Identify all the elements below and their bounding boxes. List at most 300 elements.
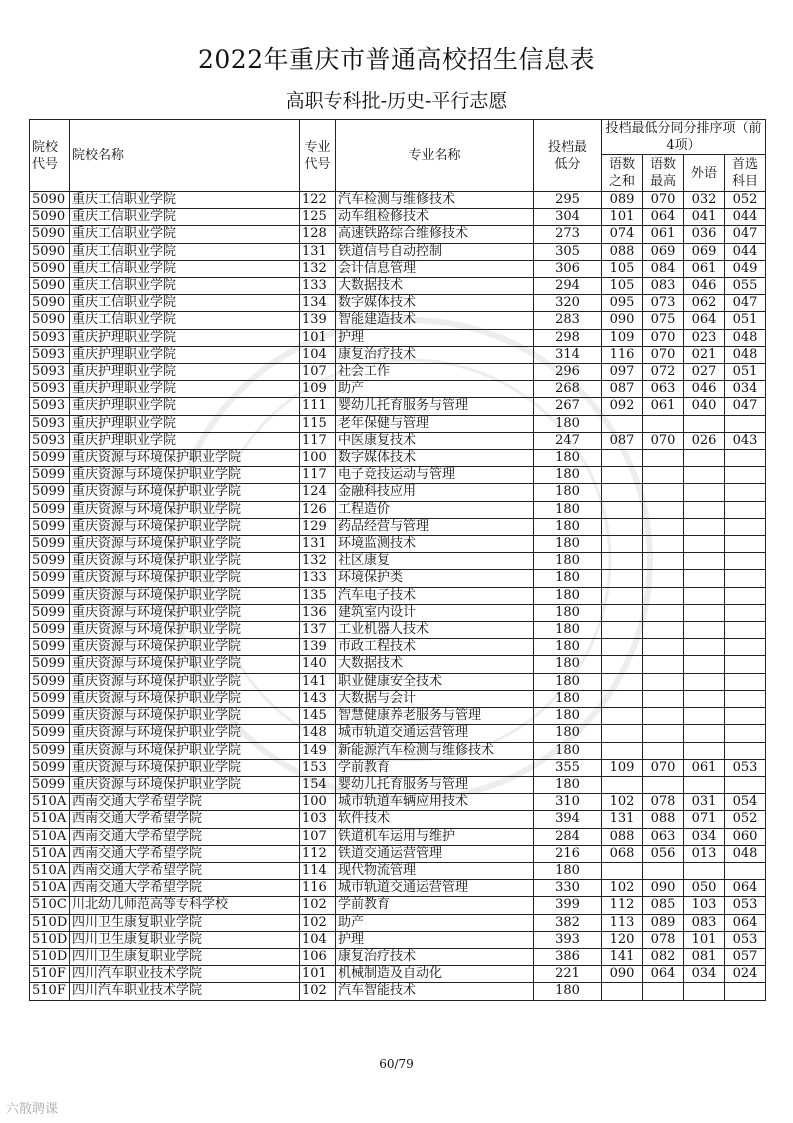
cell-school-code: 5090 bbox=[30, 312, 70, 329]
cell-min-score: 355 bbox=[534, 759, 602, 776]
cell-school-name: 四川卫生康复职业学院 bbox=[70, 948, 300, 965]
cell-major-name: 环境保护类 bbox=[336, 570, 534, 587]
page-subtitle: 高职专科批-历史-平行志愿 bbox=[285, 90, 508, 112]
cell-tie-4: 051 bbox=[725, 312, 766, 329]
cell-major-code: 100 bbox=[300, 450, 336, 467]
cell-tie-1 bbox=[602, 622, 643, 639]
cell-min-score: 180 bbox=[534, 673, 602, 690]
cell-tie-1: 116 bbox=[602, 346, 643, 363]
table-row bbox=[30, 536, 766, 553]
cell-tie-4: 047 bbox=[725, 398, 766, 415]
cell-school-name: 重庆资源与环境保护职业学院 bbox=[70, 656, 300, 673]
cell-min-score: 180 bbox=[534, 639, 602, 656]
cell-tie-3: 031 bbox=[684, 794, 725, 811]
table-row bbox=[30, 966, 766, 983]
cell-min-score: 268 bbox=[534, 381, 602, 398]
cell-major-name: 婴幼儿托育服务与管理 bbox=[336, 776, 534, 793]
cell-major-code: 106 bbox=[300, 948, 336, 965]
cell-school-code: 5090 bbox=[30, 295, 70, 312]
cell-tie-1 bbox=[602, 450, 643, 467]
cell-tie-3: 062 bbox=[684, 295, 725, 312]
cell-major-code: 128 bbox=[300, 226, 336, 243]
cell-tie-4 bbox=[725, 708, 766, 725]
cell-min-score: 180 bbox=[534, 690, 602, 707]
cell-tie-2 bbox=[643, 587, 684, 604]
cell-school-name: 重庆工信职业学院 bbox=[70, 243, 300, 260]
cell-major-code: 125 bbox=[300, 209, 336, 226]
cell-tie-1 bbox=[602, 604, 643, 621]
cell-min-score: 180 bbox=[534, 776, 602, 793]
cell-min-score: 304 bbox=[534, 209, 602, 226]
cell-major-name: 护理 bbox=[336, 329, 534, 346]
cell-school-name: 重庆资源与环境保护职业学院 bbox=[70, 484, 300, 501]
cell-major-name: 中医康复技术 bbox=[336, 432, 534, 449]
cell-school-name: 西南交通大学希望学院 bbox=[70, 880, 300, 897]
cell-tie-2: 073 bbox=[643, 295, 684, 312]
cell-min-score: 295 bbox=[534, 192, 602, 209]
cell-tie-2 bbox=[643, 983, 684, 1000]
cell-min-score: 394 bbox=[534, 811, 602, 828]
cell-school-name: 重庆资源与环境保护职业学院 bbox=[70, 673, 300, 690]
table-row bbox=[30, 484, 766, 501]
cell-min-score: 267 bbox=[534, 398, 602, 415]
cell-school-code: 5099 bbox=[30, 639, 70, 656]
cell-major-name: 数字媒体技术 bbox=[336, 295, 534, 312]
header-tie-group: 投档最低分同分排序项（前4项） bbox=[602, 120, 766, 155]
cell-min-score: 180 bbox=[534, 983, 602, 1000]
cell-tie-2: 090 bbox=[643, 880, 684, 897]
table-row bbox=[30, 312, 766, 329]
cell-major-name: 老年保健与管理 bbox=[336, 415, 534, 432]
cell-major-code: 153 bbox=[300, 759, 336, 776]
cell-major-name: 铁道机车运用与维护 bbox=[336, 828, 534, 845]
cell-tie-1: 105 bbox=[602, 260, 643, 277]
cell-major-name: 环境监测技术 bbox=[336, 536, 534, 553]
cell-min-score: 180 bbox=[534, 742, 602, 759]
cell-tie-1: 074 bbox=[602, 226, 643, 243]
cell-min-score: 296 bbox=[534, 364, 602, 381]
cell-min-score: 180 bbox=[534, 862, 602, 879]
cell-major-name: 大数据与会计 bbox=[336, 690, 534, 707]
cell-tie-1 bbox=[602, 776, 643, 793]
cell-major-name: 金融科技应用 bbox=[336, 484, 534, 501]
cell-tie-2 bbox=[643, 708, 684, 725]
cell-tie-1 bbox=[602, 708, 643, 725]
cell-school-name: 重庆资源与环境保护职业学院 bbox=[70, 587, 300, 604]
cell-tie-2: 083 bbox=[643, 278, 684, 295]
cell-school-name: 四川汽车职业技术学院 bbox=[70, 966, 300, 983]
cell-tie-1 bbox=[602, 536, 643, 553]
cell-school-name: 重庆资源与环境保护职业学院 bbox=[70, 450, 300, 467]
table-row bbox=[30, 673, 766, 690]
table-row bbox=[30, 432, 766, 449]
table-row bbox=[30, 364, 766, 381]
cell-school-code: 5093 bbox=[30, 364, 70, 381]
cell-major-code: 104 bbox=[300, 931, 336, 948]
cell-major-code: 126 bbox=[300, 501, 336, 518]
cell-tie-4: 024 bbox=[725, 966, 766, 983]
cell-tie-4 bbox=[725, 639, 766, 656]
table-row bbox=[30, 192, 766, 209]
cell-tie-2: 072 bbox=[643, 364, 684, 381]
cell-tie-2 bbox=[643, 536, 684, 553]
cell-tie-1: 109 bbox=[602, 759, 643, 776]
cell-tie-4: 048 bbox=[725, 329, 766, 346]
cell-tie-3 bbox=[684, 742, 725, 759]
cell-major-code: 102 bbox=[300, 897, 336, 914]
cell-tie-4: 048 bbox=[725, 346, 766, 363]
cell-school-name: 西南交通大学希望学院 bbox=[70, 862, 300, 879]
cell-major-name: 城市轨道车辆应用技术 bbox=[336, 794, 534, 811]
cell-min-score: 314 bbox=[534, 346, 602, 363]
cell-tie-1: 095 bbox=[602, 295, 643, 312]
cell-tie-2 bbox=[643, 725, 684, 742]
cell-school-code: 5093 bbox=[30, 329, 70, 346]
cell-major-name: 城市轨道交通运营管理 bbox=[336, 880, 534, 897]
cell-tie-4: 034 bbox=[725, 381, 766, 398]
table-row bbox=[30, 604, 766, 621]
cell-tie-3 bbox=[684, 690, 725, 707]
cell-tie-3: 083 bbox=[684, 914, 725, 931]
cell-tie-4 bbox=[725, 604, 766, 621]
cell-school-name: 川北幼儿师范高等专科学校 bbox=[70, 897, 300, 914]
cell-school-name: 重庆资源与环境保护职业学院 bbox=[70, 570, 300, 587]
table-row bbox=[30, 983, 766, 1000]
cell-major-code: 149 bbox=[300, 742, 336, 759]
cell-tie-4: 057 bbox=[725, 948, 766, 965]
cell-major-name: 铁道信号自动控制 bbox=[336, 243, 534, 260]
cell-major-code: 132 bbox=[300, 553, 336, 570]
cell-tie-1 bbox=[602, 983, 643, 1000]
cell-tie-1: 090 bbox=[602, 312, 643, 329]
cell-tie-4: 052 bbox=[725, 811, 766, 828]
cell-school-name: 重庆资源与环境保护职业学院 bbox=[70, 776, 300, 793]
cell-major-name: 新能源汽车检测与维修技术 bbox=[336, 742, 534, 759]
cell-school-code: 5090 bbox=[30, 260, 70, 277]
table-row bbox=[30, 639, 766, 656]
cell-tie-4: 047 bbox=[725, 226, 766, 243]
cell-major-code: 137 bbox=[300, 622, 336, 639]
table-row bbox=[30, 467, 766, 484]
cell-tie-3: 023 bbox=[684, 329, 725, 346]
cell-tie-1: 120 bbox=[602, 931, 643, 948]
cell-school-name: 重庆资源与环境保护职业学院 bbox=[70, 518, 300, 535]
cell-min-score: 306 bbox=[534, 260, 602, 277]
cell-tie-3 bbox=[684, 983, 725, 1000]
table-row bbox=[30, 260, 766, 277]
cell-min-score: 180 bbox=[534, 467, 602, 484]
cell-school-name: 重庆工信职业学院 bbox=[70, 278, 300, 295]
cell-min-score: 180 bbox=[534, 587, 602, 604]
cell-tie-2: 088 bbox=[643, 811, 684, 828]
table-row bbox=[30, 725, 766, 742]
admission-table bbox=[29, 119, 766, 1001]
cell-tie-1 bbox=[602, 725, 643, 742]
cell-major-code: 131 bbox=[300, 536, 336, 553]
cell-min-score: 180 bbox=[534, 536, 602, 553]
cell-major-name: 职业健康安全技术 bbox=[336, 673, 534, 690]
cell-school-code: 510D bbox=[30, 914, 70, 931]
cell-tie-4: 051 bbox=[725, 364, 766, 381]
cell-tie-2 bbox=[643, 622, 684, 639]
cell-tie-3: 034 bbox=[684, 966, 725, 983]
cell-school-code: 5099 bbox=[30, 622, 70, 639]
cell-major-code: 116 bbox=[300, 880, 336, 897]
cell-tie-4 bbox=[725, 450, 766, 467]
cell-major-code: 145 bbox=[300, 708, 336, 725]
cell-tie-4: 044 bbox=[725, 209, 766, 226]
cell-tie-2: 069 bbox=[643, 243, 684, 260]
cell-tie-4: 064 bbox=[725, 880, 766, 897]
cell-major-name: 婴幼儿托育服务与管理 bbox=[336, 398, 534, 415]
table-row bbox=[30, 518, 766, 535]
cell-tie-3 bbox=[684, 656, 725, 673]
header-major-code: 专业代号 bbox=[300, 120, 336, 192]
cell-tie-4 bbox=[725, 776, 766, 793]
cell-tie-3: 061 bbox=[684, 260, 725, 277]
cell-tie-4 bbox=[725, 725, 766, 742]
table-row bbox=[30, 501, 766, 518]
cell-tie-3 bbox=[684, 501, 725, 518]
cell-school-name: 西南交通大学希望学院 bbox=[70, 811, 300, 828]
table-row bbox=[30, 398, 766, 415]
watermark-logo: 六散聘课 bbox=[6, 1102, 59, 1117]
table-row bbox=[30, 811, 766, 828]
cell-tie-3: 027 bbox=[684, 364, 725, 381]
cell-min-score: 180 bbox=[534, 604, 602, 621]
table-row bbox=[30, 656, 766, 673]
cell-school-name: 重庆护理职业学院 bbox=[70, 381, 300, 398]
cell-school-name: 重庆资源与环境保护职业学院 bbox=[70, 622, 300, 639]
cell-min-score: 180 bbox=[534, 501, 602, 518]
table-row bbox=[30, 897, 766, 914]
cell-major-code: 148 bbox=[300, 725, 336, 742]
cell-school-name: 重庆工信职业学院 bbox=[70, 312, 300, 329]
cell-school-code: 5099 bbox=[30, 536, 70, 553]
cell-school-code: 5099 bbox=[30, 725, 70, 742]
cell-tie-4 bbox=[725, 415, 766, 432]
cell-school-name: 重庆护理职业学院 bbox=[70, 346, 300, 363]
cell-tie-4: 048 bbox=[725, 845, 766, 862]
cell-major-name: 社区康复 bbox=[336, 553, 534, 570]
table-body bbox=[30, 192, 766, 1001]
table-row bbox=[30, 776, 766, 793]
cell-major-name: 动车组检修技术 bbox=[336, 209, 534, 226]
cell-school-name: 重庆资源与环境保护职业学院 bbox=[70, 742, 300, 759]
cell-school-code: 5099 bbox=[30, 776, 70, 793]
cell-school-code: 5090 bbox=[30, 192, 70, 209]
cell-major-name: 康复治疗技术 bbox=[336, 948, 534, 965]
table-row bbox=[30, 931, 766, 948]
cell-school-name: 重庆资源与环境保护职业学院 bbox=[70, 690, 300, 707]
cell-tie-1: 113 bbox=[602, 914, 643, 931]
cell-tie-3 bbox=[684, 604, 725, 621]
cell-tie-3: 046 bbox=[684, 278, 725, 295]
cell-tie-2 bbox=[643, 673, 684, 690]
cell-tie-3: 069 bbox=[684, 243, 725, 260]
header-tie-col: 首选科目 bbox=[725, 155, 766, 192]
cell-school-code: 5099 bbox=[30, 742, 70, 759]
cell-tie-3 bbox=[684, 639, 725, 656]
cell-school-code: 5099 bbox=[30, 604, 70, 621]
header-school-code: 院校代号 bbox=[30, 120, 70, 192]
cell-tie-3 bbox=[684, 673, 725, 690]
cell-school-code: 5099 bbox=[30, 467, 70, 484]
cell-tie-2 bbox=[643, 484, 684, 501]
cell-tie-2 bbox=[643, 518, 684, 535]
cell-tie-3: 036 bbox=[684, 226, 725, 243]
cell-major-name: 工程造价 bbox=[336, 501, 534, 518]
cell-min-score: 294 bbox=[534, 278, 602, 295]
cell-tie-2: 061 bbox=[643, 226, 684, 243]
cell-tie-1: 112 bbox=[602, 897, 643, 914]
cell-tie-4 bbox=[725, 656, 766, 673]
cell-tie-1: 088 bbox=[602, 243, 643, 260]
cell-school-name: 重庆资源与环境保护职业学院 bbox=[70, 536, 300, 553]
cell-tie-4 bbox=[725, 570, 766, 587]
cell-major-name: 汽车电子技术 bbox=[336, 587, 534, 604]
cell-school-name: 重庆资源与环境保护职业学院 bbox=[70, 725, 300, 742]
cell-school-code: 510A bbox=[30, 828, 70, 845]
cell-tie-3: 081 bbox=[684, 948, 725, 965]
cell-tie-1 bbox=[602, 862, 643, 879]
cell-school-name: 重庆工信职业学院 bbox=[70, 209, 300, 226]
cell-tie-1: 109 bbox=[602, 329, 643, 346]
cell-tie-2 bbox=[643, 639, 684, 656]
cell-major-name: 助产 bbox=[336, 381, 534, 398]
cell-major-code: 115 bbox=[300, 415, 336, 432]
cell-tie-2: 070 bbox=[643, 346, 684, 363]
cell-min-score: 180 bbox=[534, 570, 602, 587]
table-row bbox=[30, 948, 766, 965]
cell-tie-1: 087 bbox=[602, 381, 643, 398]
cell-tie-3 bbox=[684, 622, 725, 639]
cell-min-score: 298 bbox=[534, 329, 602, 346]
cell-tie-1 bbox=[602, 518, 643, 535]
cell-major-name: 护理 bbox=[336, 931, 534, 948]
cell-min-score: 180 bbox=[534, 708, 602, 725]
cell-school-code: 5099 bbox=[30, 501, 70, 518]
cell-major-code: 133 bbox=[300, 570, 336, 587]
cell-min-score: 216 bbox=[534, 845, 602, 862]
cell-major-code: 107 bbox=[300, 828, 336, 845]
cell-tie-1: 087 bbox=[602, 432, 643, 449]
cell-tie-3: 064 bbox=[684, 312, 725, 329]
cell-tie-1 bbox=[602, 639, 643, 656]
page-title: 2022年重庆市普通高校招生信息表 bbox=[197, 45, 596, 74]
cell-tie-3: 032 bbox=[684, 192, 725, 209]
cell-major-code: 154 bbox=[300, 776, 336, 793]
cell-school-code: 5093 bbox=[30, 415, 70, 432]
cell-tie-3 bbox=[684, 553, 725, 570]
table-row bbox=[30, 278, 766, 295]
cell-min-score: 386 bbox=[534, 948, 602, 965]
cell-tie-2: 078 bbox=[643, 794, 684, 811]
cell-tie-4: 055 bbox=[725, 278, 766, 295]
cell-major-name: 工业机器人技术 bbox=[336, 622, 534, 639]
cell-min-score: 221 bbox=[534, 966, 602, 983]
table-row bbox=[30, 845, 766, 862]
cell-tie-4: 054 bbox=[725, 794, 766, 811]
cell-major-name: 会计信息管理 bbox=[336, 260, 534, 277]
cell-school-name: 重庆资源与环境保护职业学院 bbox=[70, 501, 300, 518]
cell-school-name: 重庆工信职业学院 bbox=[70, 260, 300, 277]
cell-min-score: 180 bbox=[534, 518, 602, 535]
cell-tie-1: 131 bbox=[602, 811, 643, 828]
cell-min-score: 180 bbox=[534, 484, 602, 501]
cell-tie-3 bbox=[684, 862, 725, 879]
cell-tie-2: 063 bbox=[643, 828, 684, 845]
cell-tie-2: 078 bbox=[643, 931, 684, 948]
cell-major-code: 117 bbox=[300, 432, 336, 449]
cell-min-score: 284 bbox=[534, 828, 602, 845]
cell-tie-3 bbox=[684, 708, 725, 725]
cell-tie-3: 061 bbox=[684, 759, 725, 776]
cell-tie-3 bbox=[684, 450, 725, 467]
cell-school-code: 510F bbox=[30, 966, 70, 983]
cell-tie-4: 044 bbox=[725, 243, 766, 260]
cell-school-code: 5099 bbox=[30, 570, 70, 587]
cell-tie-4 bbox=[725, 862, 766, 879]
cell-major-name: 城市轨道交通运营管理 bbox=[336, 725, 534, 742]
cell-school-code: 5093 bbox=[30, 346, 70, 363]
cell-tie-4 bbox=[725, 518, 766, 535]
cell-major-code: 107 bbox=[300, 364, 336, 381]
cell-tie-3: 103 bbox=[684, 897, 725, 914]
cell-min-score: 180 bbox=[534, 415, 602, 432]
cell-school-code: 510D bbox=[30, 931, 70, 948]
cell-major-name: 汽车检测与维修技术 bbox=[336, 192, 534, 209]
cell-tie-1: 101 bbox=[602, 209, 643, 226]
cell-tie-4 bbox=[725, 983, 766, 1000]
cell-tie-1: 092 bbox=[602, 398, 643, 415]
cell-major-code: 134 bbox=[300, 295, 336, 312]
cell-major-name: 市政工程技术 bbox=[336, 639, 534, 656]
cell-tie-1 bbox=[602, 742, 643, 759]
cell-school-name: 重庆资源与环境保护职业学院 bbox=[70, 467, 300, 484]
cell-tie-2: 061 bbox=[643, 398, 684, 415]
cell-school-name: 重庆护理职业学院 bbox=[70, 415, 300, 432]
cell-min-score: 310 bbox=[534, 794, 602, 811]
cell-school-name: 重庆护理职业学院 bbox=[70, 432, 300, 449]
cell-major-code: 112 bbox=[300, 845, 336, 862]
cell-major-name: 学前教育 bbox=[336, 759, 534, 776]
cell-tie-1 bbox=[602, 415, 643, 432]
cell-tie-3 bbox=[684, 536, 725, 553]
cell-school-code: 510C bbox=[30, 897, 70, 914]
cell-major-code: 114 bbox=[300, 862, 336, 879]
cell-tie-2 bbox=[643, 656, 684, 673]
cell-tie-2: 064 bbox=[643, 209, 684, 226]
cell-school-code: 5093 bbox=[30, 381, 70, 398]
cell-tie-1 bbox=[602, 570, 643, 587]
cell-school-code: 5093 bbox=[30, 398, 70, 415]
cell-min-score: 180 bbox=[534, 725, 602, 742]
cell-tie-3 bbox=[684, 725, 725, 742]
cell-major-name: 高速铁路综合维修技术 bbox=[336, 226, 534, 243]
table-row bbox=[30, 690, 766, 707]
cell-school-name: 重庆工信职业学院 bbox=[70, 192, 300, 209]
cell-tie-3: 021 bbox=[684, 346, 725, 363]
header-min-score: 投档最低分 bbox=[534, 120, 602, 192]
cell-major-name: 智慧健康养老服务与管理 bbox=[336, 708, 534, 725]
cell-tie-2 bbox=[643, 415, 684, 432]
cell-major-name: 电子竞技运动与管理 bbox=[336, 467, 534, 484]
table-row bbox=[30, 243, 766, 260]
cell-tie-3: 040 bbox=[684, 398, 725, 415]
cell-tie-4: 060 bbox=[725, 828, 766, 845]
cell-tie-2: 070 bbox=[643, 432, 684, 449]
